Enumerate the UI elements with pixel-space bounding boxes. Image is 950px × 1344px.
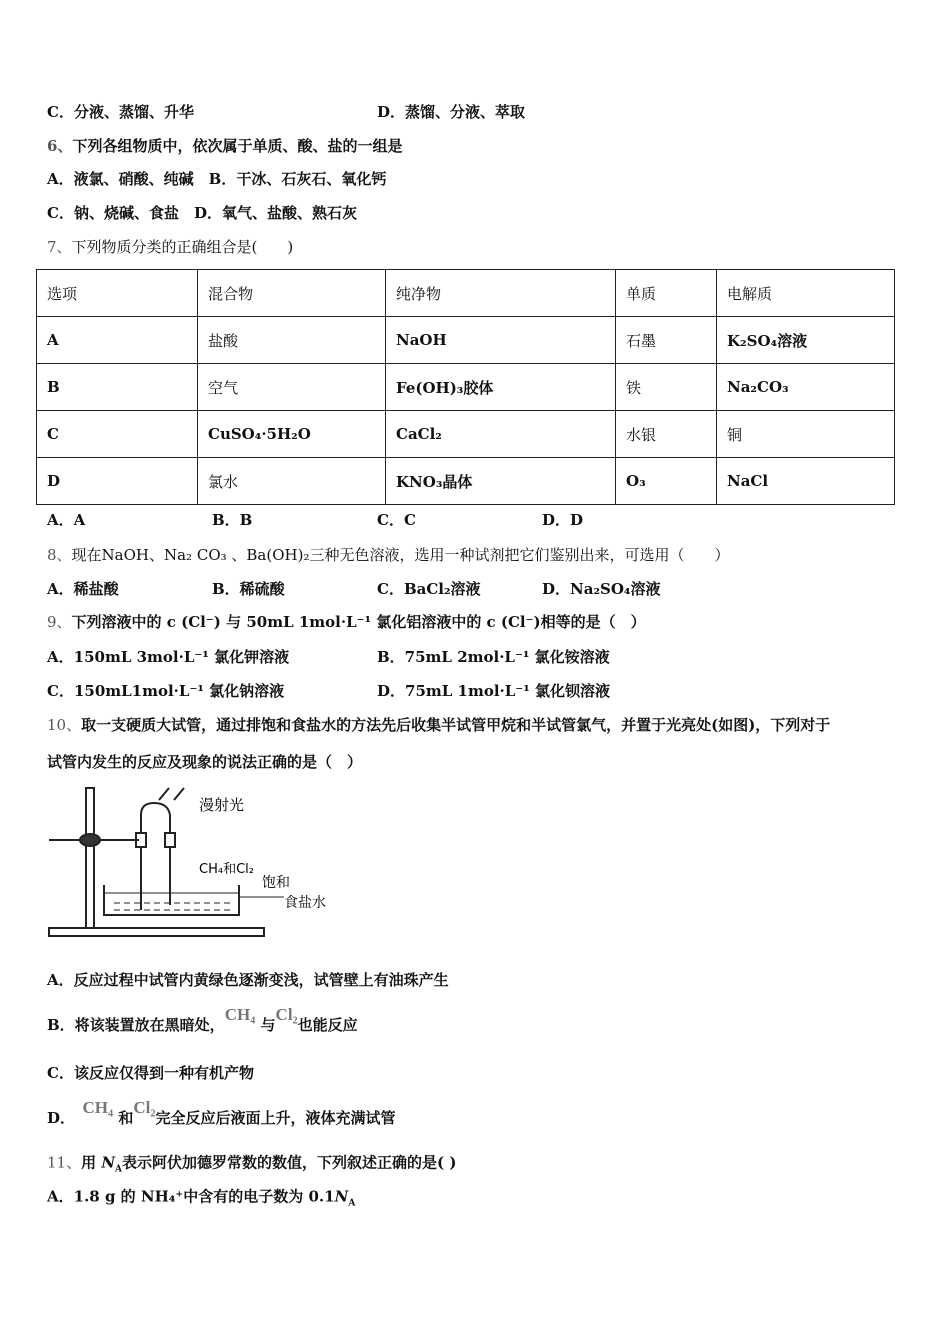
- q10-b-text1: B．将该装置放在黑暗处，: [47, 1016, 225, 1034]
- q6-options-ab: A．液氯、硝酸、纯碱 B．干冰、石灰石、氧化钙: [47, 170, 387, 188]
- q10-option-c: C．该反应仅得到一种有机产物: [47, 1064, 254, 1082]
- q6-options-cd: C．钠、烧碱、食盐 D．氧气、盐酸、熟石灰: [47, 204, 357, 222]
- table-row: [37, 364, 895, 411]
- table-cell: 选项: [37, 270, 198, 317]
- q9-number: 9、: [47, 613, 72, 631]
- label-diffuse-light: 漫射光: [199, 796, 245, 814]
- q9-option-b: B．75mL 2mol·L⁻¹ 氯化铵溶液: [377, 648, 610, 666]
- q10-d-text2: 和: [118, 1109, 134, 1127]
- table-cell: O₃: [616, 458, 717, 505]
- table-cell: 空气: [198, 364, 386, 411]
- q7-option-b: B．B: [212, 511, 253, 529]
- table-cell: 铜: [717, 411, 895, 458]
- q10-text: 取一支硬质大试管，通过排饱和食盐水的方法先后收集半试管甲烷和半试管氯气，并置于光亮处(如图)，下列对于: [81, 716, 831, 734]
- q7-option-c: C．C: [377, 511, 416, 529]
- table-cell: NaOH: [386, 317, 616, 364]
- q11-option-a: [47, 1187, 355, 1214]
- table-cell: 电解质: [717, 270, 895, 317]
- table-cell: 水银: [616, 411, 717, 458]
- table-cell: K₂SO₄溶液: [717, 317, 895, 364]
- q8-stem: [47, 545, 729, 565]
- q8-option-c: C．BaCl₂溶液: [377, 580, 481, 598]
- q10-d-text1: D．: [47, 1109, 68, 1127]
- q6-text: 下列各组物质中，依次属于单质、酸、盐的一组是: [72, 137, 403, 155]
- clamp: [80, 834, 100, 846]
- q10-stem-line1: [47, 715, 830, 735]
- table-cell: KNO₃晶体: [386, 458, 616, 505]
- label-gas: CH₄和Cl₂: [199, 862, 254, 877]
- tube-bend: [141, 803, 170, 833]
- apparatus-figure: [44, 785, 344, 943]
- q10-b-text2: 与: [260, 1016, 276, 1034]
- table-cell: 混合物: [198, 270, 386, 317]
- q9-option-d: D．75mL 1mol·L⁻¹ 氯化钡溶液: [377, 682, 611, 700]
- table-cell: CaCl₂: [386, 411, 616, 458]
- table-row: [37, 317, 895, 364]
- table-cell: 盐酸: [198, 317, 386, 364]
- q9-option-c: C．150mL1mol·L⁻¹ 氯化钠溶液: [47, 682, 285, 700]
- table-header-row: [37, 270, 895, 317]
- q10-option-b: [47, 1005, 358, 1035]
- q11-text1: 用: [81, 1153, 102, 1172]
- q9-option-a: A．150mL 3mol·L⁻¹ 氯化钾溶液: [47, 648, 290, 666]
- table-cell: 铁: [616, 364, 717, 411]
- q9-stem: [47, 612, 646, 632]
- table-cell: C: [37, 411, 198, 458]
- q8-option-b: B．稀硫酸: [212, 580, 285, 598]
- q10-option-a: A．反应过程中试管内黄绿色逐渐变浅，试管壁上有油珠产生: [47, 971, 449, 989]
- q8-number: 8、: [47, 546, 72, 564]
- q7-option-d: D．D: [542, 511, 584, 529]
- stand-base: [49, 928, 264, 936]
- table-cell: Na₂CO₃: [717, 364, 895, 411]
- ch4-formula: CH₄: [82, 1098, 114, 1117]
- label-saturated: 饱和: [262, 875, 290, 891]
- table-cell: 单质: [616, 270, 717, 317]
- table-cell: NaCl: [717, 458, 895, 505]
- q10-b-text3: 也能反应: [297, 1016, 358, 1034]
- q10-option-d: [47, 1098, 396, 1128]
- cl2-formula: Cl₂: [133, 1098, 156, 1117]
- q9-text: 下列溶液中的 c (Cl⁻) 与 50mL 1mol·L⁻¹ 氯化铝溶液中的 c (Cl⁻)相等的是（ ）: [71, 613, 646, 631]
- label-brine: 食盐水: [284, 895, 326, 911]
- avogadro-subscript: A: [115, 1164, 123, 1175]
- table-cell: 纯净物: [386, 270, 616, 317]
- avogadro-subscript: A: [348, 1198, 356, 1209]
- avogadro-symbol: N: [101, 1153, 116, 1172]
- q10-number: 10、: [47, 716, 82, 734]
- q5-option-c: C．分液、蒸馏、升华: [47, 103, 194, 121]
- table-cell: D: [37, 458, 198, 505]
- q11-text2: 表示阿伏加德罗常数的数值，下列叙述正确的是( ): [122, 1153, 457, 1172]
- cl2-formula: Cl₂: [275, 1005, 298, 1024]
- ch4-formula: CH₄: [224, 1005, 256, 1024]
- table-cell: Fe(OH)₃胶体: [386, 364, 616, 411]
- avogadro-symbol: N: [334, 1187, 349, 1206]
- table-row: [37, 411, 895, 458]
- stopper-right: [165, 833, 175, 847]
- q8-text: 现在NaOH、Na₂ CO₃ 、Ba(OH)₂三种无色溶液，选用一种试剂把它们鉴别出来，可选用（ ）: [71, 546, 730, 564]
- classification-table: [36, 269, 895, 505]
- q7-number: 7、: [47, 238, 72, 256]
- q7-text: 下列物质分类的正确组合是( ): [71, 238, 294, 256]
- table-row: [37, 458, 895, 505]
- q7-option-a: A．A: [47, 511, 86, 529]
- q8-option-a: A．稀盐酸: [47, 580, 119, 598]
- table-cell: 石墨: [616, 317, 717, 364]
- q10-d-text3: 完全反应后液面上升，液体充满试管: [155, 1109, 396, 1127]
- table-cell: A: [37, 317, 198, 364]
- q6-number: 6、: [47, 137, 73, 155]
- q11-a-text: A．1.8 g 的 NH₄⁺中含有的电子数为 0.1: [47, 1187, 335, 1206]
- q6-stem: [47, 136, 402, 156]
- q11-stem: [47, 1153, 456, 1180]
- table-cell: CuSO₄·5H₂O: [198, 411, 386, 458]
- q8-option-d: D．Na₂SO₄溶液: [542, 580, 661, 598]
- q5-option-d: D．蒸馏、分液、萃取: [377, 103, 526, 121]
- table-cell: B: [37, 364, 198, 411]
- q10-stem-line2: 试管内发生的反应及现象的说法正确的是（ ）: [47, 753, 363, 771]
- q7-stem: [47, 237, 293, 257]
- stand-rod: [86, 788, 94, 928]
- table-cell: 氯水: [198, 458, 386, 505]
- q11-number: 11、: [47, 1153, 82, 1172]
